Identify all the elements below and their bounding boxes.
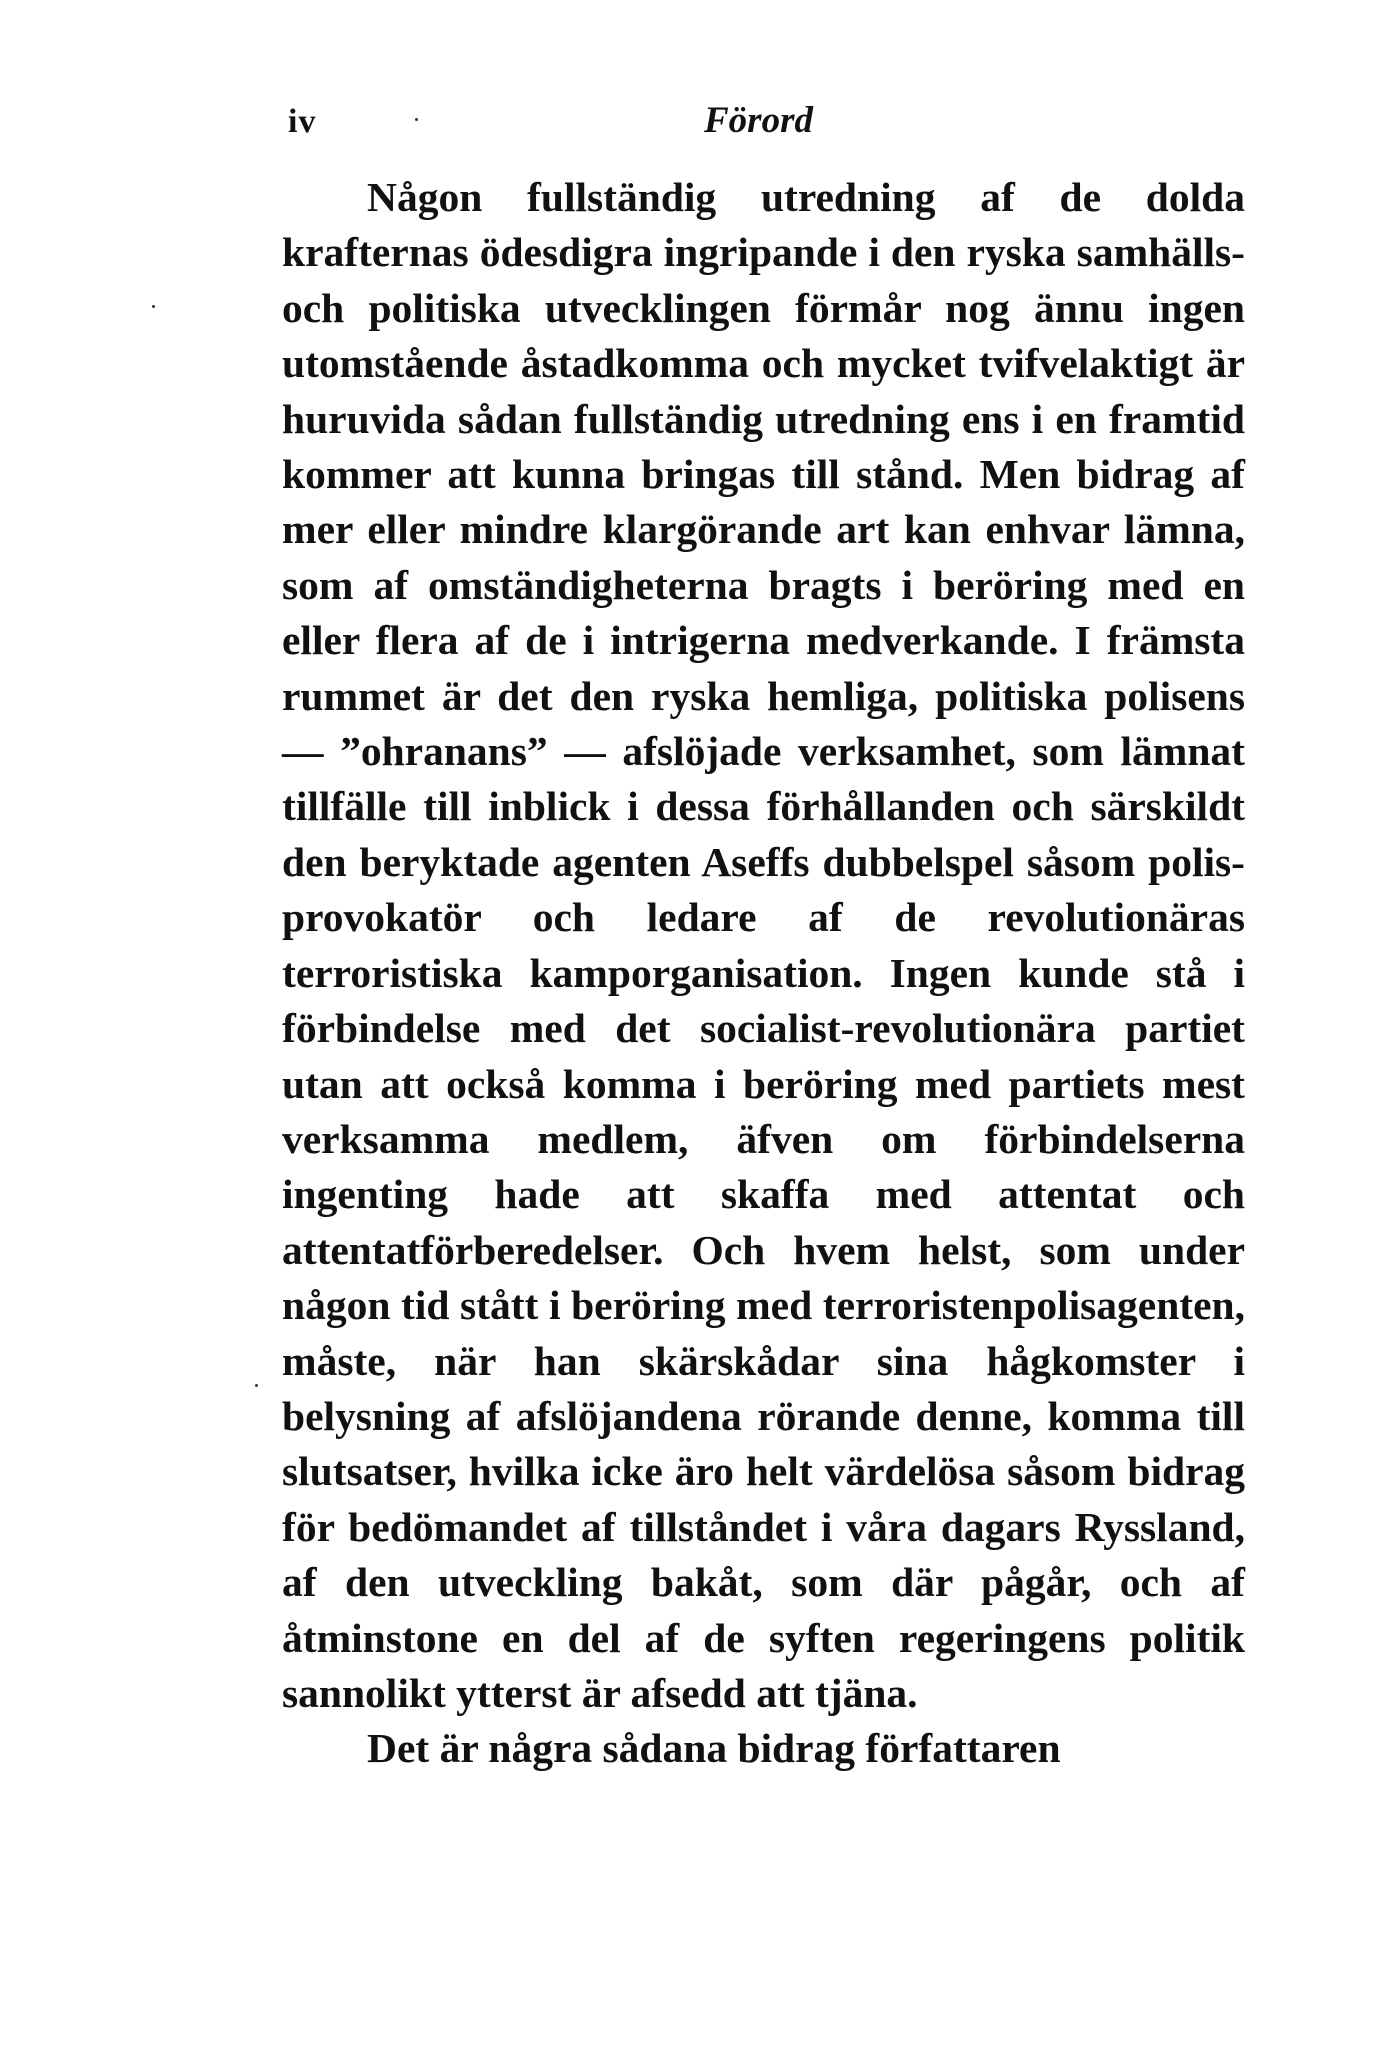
page-number: iv xyxy=(288,103,317,140)
paragraph: Någon fullständig utredning af de dolda krafternas ödesdigra ingripande i den ryska samhälls- och politiska utvecklingen förmår nog ännu ingen utomstående åstadkomma och mycket tvifvelaktigt är huruvida sådan fullständig utredning ens i en framtid kommer att kunna bringas till stånd. Men bidrag af mer eller mindre klargörande art kan enhvar lämna, som af omständigheterna bragts i beröring med en eller flera af de i intrigerna medverkande. I främsta rummet är det den ryska hemliga, politiska polisens — ”ohranans” — afslöjade verksamhet, som lämnat tillfälle till inblick i dessa förhållanden och särskildt den beryktade agenten Aseffs dubbelspel såsom polis-provokatör och ledare af de revolutionäras terroristiska kamporganisation. Ingen kunde stå i förbindelse med det socialist-revolutionära partiet utan att också komma i beröring med partiets mest verksamma medlem, äfven om förbindelserna ingenting hade att skaffa med attentat och attentatförberedelser. Och hvem helst, som under någon tid stått i beröring med terroristenpolisagenten, måste, när han skärskådar sina hågkomster i belysning af afslöjandena rörande denne, komma till slutsatser, hvilka icke äro helt värdelösa såsom bidrag för bedömandet af tillståndet i våra dagars Ryssland, af den utveckling bakåt, som där pågår, och af åtminstone en del af de syften regeringens politik sannolikt ytterst är afsedd att tjäna. xyxy=(282,174,1245,1716)
running-head: Förord xyxy=(704,100,813,141)
print-speck xyxy=(415,118,418,121)
print-speck xyxy=(152,305,155,308)
print-speck xyxy=(255,1384,258,1387)
body-text xyxy=(282,170,1245,1777)
paragraph: Det är några sådana bidrag författaren xyxy=(367,1725,1061,1772)
